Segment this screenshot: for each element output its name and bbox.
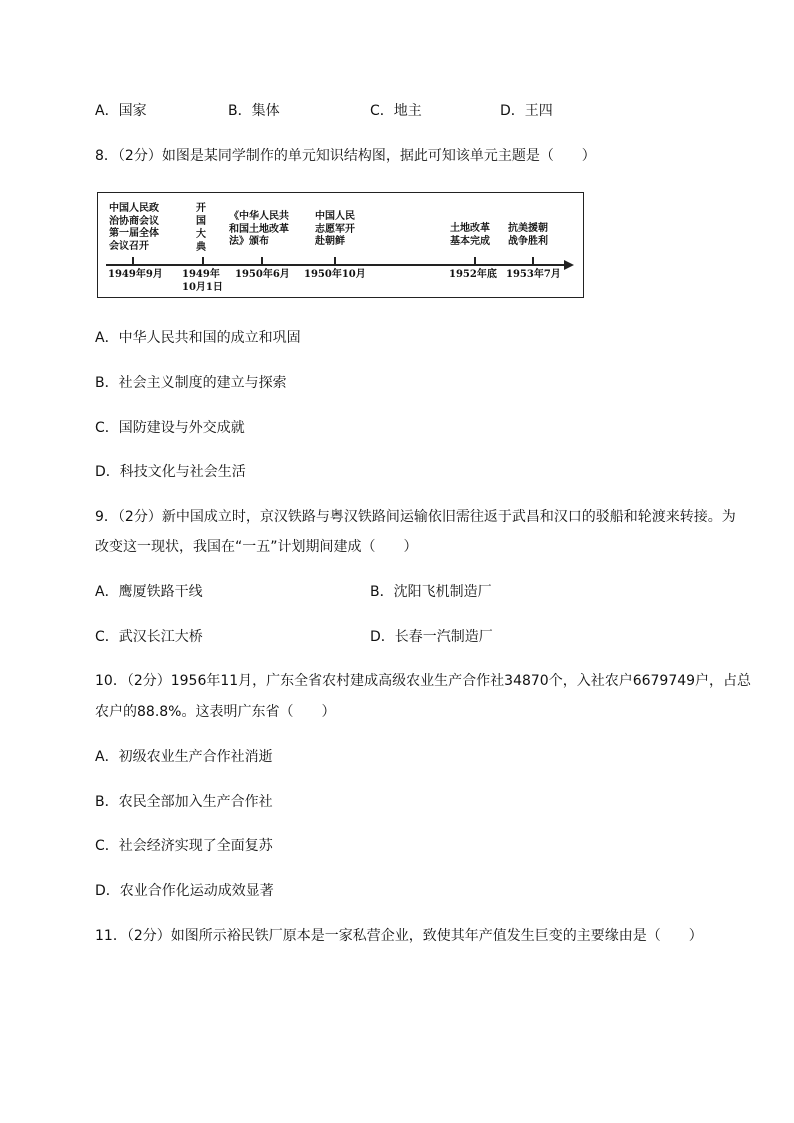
q7-option-d: D．王四 [500, 103, 553, 119]
q10-stem-line-2: 农户的88.8%。这表明广东省（ ） [95, 704, 336, 720]
timeline-date-6: 1953年7月 [506, 269, 561, 280]
q9-option-b: B．沈阳飞机制造厂 [370, 584, 492, 600]
q8-option-a: A．中华人民共和国的成立和巩固 [95, 330, 301, 346]
q9-stem-line-2: 改变这一现状，我国在“一五”计划期间建成（ ） [95, 539, 418, 555]
q9-option-a: A．鹰厦铁路干线 [95, 584, 203, 600]
q11-stem: 11．（2分）如图所示裕民铁厂原本是一家私营企业，致使其年产值发生巨变的主要缘由是（ ） [95, 928, 703, 944]
timeline-arrowhead [564, 260, 574, 270]
timeline-date-4: 1950年10月 [304, 269, 366, 280]
q10-option-d: D．农业合作化运动成效显著 [95, 883, 274, 899]
q8-option-b: B．社会主义制度的建立与探索 [95, 375, 287, 391]
timeline-date-3: 1950年6月 [235, 269, 290, 280]
q9-stem-line-1: 9．（2分）新中国成立时，京汉铁路与粤汉铁路间运输依旧需往返于武昌和汉口的驳船和轮渡来转接。为 [95, 509, 736, 525]
timeline-event-4: 中国人民 志愿军开 赴朝鲜 [315, 211, 355, 247]
timeline-date-1: 1949年9月 [108, 269, 163, 280]
timeline-date-5: 1952年底 [449, 269, 497, 280]
timeline-event-6: 抗美援朝 战争胜利 [508, 223, 548, 247]
timeline-tick-5 [474, 257, 476, 265]
q10-option-c: C．社会经济实现了全面复苏 [95, 838, 273, 854]
timeline-axis [106, 264, 570, 266]
q9-option-c: C．武汉长江大桥 [95, 629, 203, 645]
q7-option-a: A．国家 [95, 103, 147, 119]
q9-option-d: D．长春一汽制造厂 [370, 629, 493, 645]
timeline-event-1: 中国人民政 治协商会议 第一届全体 会议召开 [109, 203, 159, 252]
timeline-event-3: 《中华人民共 和国土地改革 法》颁布 [229, 211, 289, 247]
q10-option-a: A．初级农业生产合作社消逝 [95, 749, 273, 765]
q7-option-b: B．集体 [228, 103, 280, 119]
q8-option-c: C．国防建设与外交成就 [95, 420, 245, 436]
timeline-tick-3 [261, 257, 263, 265]
q8-option-d: D．科技文化与社会生活 [95, 464, 246, 480]
timeline-event-2: 开 国 大 典 [196, 203, 206, 253]
timeline-tick-2 [202, 257, 204, 265]
timeline-tick-4 [334, 257, 336, 265]
q8-stem: 8．（2分）如图是某同学制作的单元知识结构图，据此可知该单元主题是（ ） [95, 148, 596, 164]
q10-option-b: B．农民全部加入生产合作社 [95, 794, 273, 810]
timeline-event-5: 土地改革 基本完成 [450, 223, 490, 247]
timeline-tick-1 [132, 257, 134, 265]
q10-stem-line-1: 10．（2分）1956年11月，广东全省农村建成高级农业生产合作社34870个，入社农户6679749户，占总 [95, 673, 752, 689]
timeline-tick-6 [532, 257, 534, 265]
knowledge-timeline-figure [97, 192, 584, 298]
timeline-date-2: 1949年 10月1日 [182, 269, 223, 293]
q7-option-c: C．地主 [370, 103, 422, 119]
